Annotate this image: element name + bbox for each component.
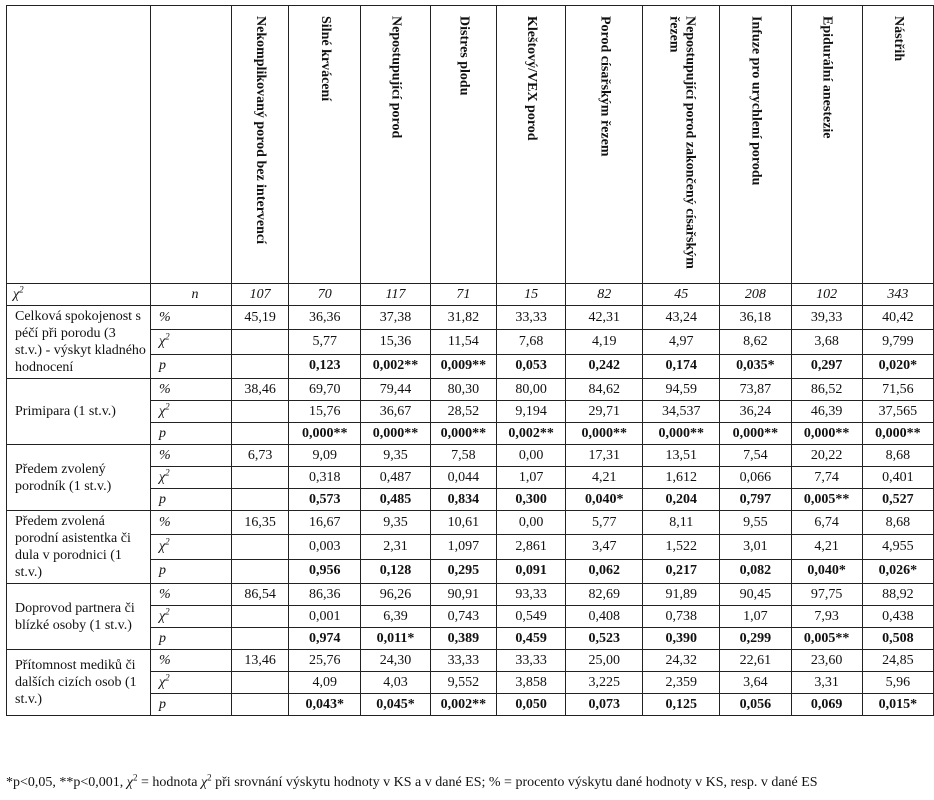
column-header-label: Epidurální anestezie bbox=[819, 16, 835, 139]
p-value-cell: 0,009** bbox=[430, 354, 496, 378]
percent-cell: 91,89 bbox=[643, 584, 720, 606]
percent-cell: 7,54 bbox=[720, 445, 791, 467]
chi2-cell: 2,31 bbox=[361, 535, 430, 559]
table-row bbox=[7, 379, 934, 401]
measure-label-p: p bbox=[150, 423, 231, 445]
chi2-cell: 2,359 bbox=[643, 672, 720, 694]
n-value: 82 bbox=[566, 284, 643, 306]
measure-label-chi2 bbox=[150, 672, 231, 694]
percent-cell: 38,46 bbox=[232, 379, 289, 401]
chi2-cell: 1,522 bbox=[643, 535, 720, 559]
p-value-cell: 0,956 bbox=[289, 559, 361, 583]
n-value: 45 bbox=[643, 284, 720, 306]
chi-symbol: χ bbox=[158, 608, 166, 624]
percent-cell: 86,36 bbox=[289, 584, 361, 606]
footnote-sup: 2 bbox=[132, 772, 138, 783]
column-header-label: Nástřih bbox=[890, 16, 906, 62]
percent-cell: 0,00 bbox=[497, 511, 566, 535]
percent-cell: 24,32 bbox=[643, 650, 720, 672]
p-value-cell: 0,123 bbox=[289, 354, 361, 378]
p-value-cell bbox=[232, 489, 289, 511]
measure-label-chi2 bbox=[150, 330, 231, 354]
percent-cell: 7,58 bbox=[430, 445, 496, 467]
percent-cell: 42,31 bbox=[566, 306, 643, 330]
percent-cell: 37,38 bbox=[361, 306, 430, 330]
chi2-cell: 3,68 bbox=[791, 330, 862, 354]
p-value-cell: 0,000** bbox=[791, 423, 862, 445]
p-value-cell: 0,035* bbox=[720, 354, 791, 378]
measure-label-percent: % bbox=[150, 511, 231, 535]
table-row bbox=[7, 584, 934, 606]
chi2-cell: 0,487 bbox=[361, 467, 430, 489]
percent-cell: 79,44 bbox=[361, 379, 430, 401]
p-value-cell: 0,040* bbox=[566, 489, 643, 511]
column-header-label: Porod císařským řezem bbox=[597, 16, 613, 157]
p-value-cell bbox=[232, 628, 289, 650]
column-header bbox=[232, 6, 289, 284]
n-value: 107 bbox=[232, 284, 289, 306]
p-value-cell bbox=[232, 354, 289, 378]
chi2-cell: 36,67 bbox=[361, 401, 430, 423]
percent-cell: 90,45 bbox=[720, 584, 791, 606]
percent-cell: 25,00 bbox=[566, 650, 643, 672]
chi2-cell bbox=[232, 401, 289, 423]
measure-label-p: p bbox=[150, 694, 231, 716]
chi2-cell: 0,318 bbox=[289, 467, 361, 489]
chi2-corner-label bbox=[7, 284, 151, 306]
column-header bbox=[566, 6, 643, 284]
column-header-label: Nepostupující porod zakončený císařským řezem bbox=[666, 16, 698, 269]
p-value-cell: 0,011* bbox=[361, 628, 430, 650]
chi2-cell: 8,62 bbox=[720, 330, 791, 354]
percent-cell: 9,55 bbox=[720, 511, 791, 535]
chi2-cell: 29,71 bbox=[566, 401, 643, 423]
row-group-label: Doprovod partnera či blízké osoby (1 st.v.) bbox=[7, 584, 151, 650]
p-value-cell: 0,128 bbox=[361, 559, 430, 583]
column-header-label: Nekomplikovaný porod bez intervencí bbox=[253, 16, 269, 245]
chi2-cell: 28,52 bbox=[430, 401, 496, 423]
percent-cell: 93,33 bbox=[497, 584, 566, 606]
p-value-cell: 0,056 bbox=[720, 694, 791, 716]
chi2-cell: 3,01 bbox=[720, 535, 791, 559]
footnote-text: při srovnání výskytu hodnoty v KS a v dané ES; % = procento výskytu dané hodnoty v KS, resp. v dané ES bbox=[211, 775, 818, 790]
chi2-cell: 5,96 bbox=[862, 672, 933, 694]
chi2-cell: 3,225 bbox=[566, 672, 643, 694]
results-table bbox=[6, 5, 934, 716]
p-value-cell: 0,523 bbox=[566, 628, 643, 650]
chi2-cell: 0,001 bbox=[289, 606, 361, 628]
p-value-cell: 0,091 bbox=[497, 559, 566, 583]
column-header bbox=[289, 6, 361, 284]
p-value-cell: 0,026* bbox=[862, 559, 933, 583]
percent-cell: 71,56 bbox=[862, 379, 933, 401]
p-value-cell: 0,390 bbox=[643, 628, 720, 650]
chi2-cell: 4,21 bbox=[566, 467, 643, 489]
n-label: n bbox=[150, 284, 231, 306]
n-value: 102 bbox=[791, 284, 862, 306]
chi2-cell: 46,39 bbox=[791, 401, 862, 423]
percent-cell: 94,59 bbox=[643, 379, 720, 401]
p-value-cell: 0,069 bbox=[791, 694, 862, 716]
chi2-cell: 1,612 bbox=[643, 467, 720, 489]
footnote-chi: χ bbox=[126, 775, 133, 790]
chi2-cell: 9,552 bbox=[430, 672, 496, 694]
chi2-cell: 3,31 bbox=[791, 672, 862, 694]
chi2-cell: 0,401 bbox=[862, 467, 933, 489]
chi2-cell: 0,743 bbox=[430, 606, 496, 628]
column-header bbox=[643, 6, 720, 284]
column-header bbox=[720, 6, 791, 284]
table-row bbox=[7, 650, 934, 672]
n-value: 208 bbox=[720, 284, 791, 306]
p-value-cell: 0,002** bbox=[497, 423, 566, 445]
percent-cell: 24,30 bbox=[361, 650, 430, 672]
chi-superscript: 2 bbox=[165, 671, 170, 682]
p-value-cell: 0,295 bbox=[430, 559, 496, 583]
chi2-cell: 1,097 bbox=[430, 535, 496, 559]
chi2-cell: 2,861 bbox=[497, 535, 566, 559]
percent-cell: 90,91 bbox=[430, 584, 496, 606]
p-value-cell: 0,000** bbox=[862, 423, 933, 445]
percent-cell: 80,00 bbox=[497, 379, 566, 401]
chi2-cell bbox=[232, 467, 289, 489]
percent-cell: 16,35 bbox=[232, 511, 289, 535]
chi-superscript: 2 bbox=[165, 400, 170, 411]
measure-label-chi2 bbox=[150, 535, 231, 559]
chi2-cell: 9,799 bbox=[862, 330, 933, 354]
percent-cell: 86,52 bbox=[791, 379, 862, 401]
row-group-label: Primipara (1 st.v.) bbox=[7, 379, 151, 445]
row-group-label: Přítomnost mediků či dalších cizích osob (1 st.v.) bbox=[7, 650, 151, 716]
column-header-label: Silné krvácení bbox=[317, 16, 333, 102]
measure-label-p: p bbox=[150, 489, 231, 511]
p-value-cell: 0,485 bbox=[361, 489, 430, 511]
p-value-cell: 0,297 bbox=[791, 354, 862, 378]
p-value-cell: 0,050 bbox=[497, 694, 566, 716]
chi-symbol: χ bbox=[158, 469, 166, 485]
percent-cell: 20,22 bbox=[791, 445, 862, 467]
chi2-cell: 6,39 bbox=[361, 606, 430, 628]
p-value-cell: 0,459 bbox=[497, 628, 566, 650]
column-header-label: Distres plodu bbox=[456, 16, 472, 96]
p-value-cell: 0,000** bbox=[643, 423, 720, 445]
p-value-cell: 0,797 bbox=[720, 489, 791, 511]
chi2-cell: 3,64 bbox=[720, 672, 791, 694]
footnote-chi: χ bbox=[200, 775, 208, 790]
chi-superscript: 2 bbox=[165, 331, 170, 342]
measure-label-percent: % bbox=[150, 650, 231, 672]
chi-superscript: 2 bbox=[19, 283, 24, 294]
results-table-container bbox=[6, 5, 934, 716]
percent-cell: 13,51 bbox=[643, 445, 720, 467]
chi2-cell: 1,07 bbox=[720, 606, 791, 628]
percent-cell: 9,35 bbox=[361, 445, 430, 467]
percent-cell: 10,61 bbox=[430, 511, 496, 535]
p-value-cell: 0,020* bbox=[862, 354, 933, 378]
column-header bbox=[430, 6, 496, 284]
chi2-cell: 36,24 bbox=[720, 401, 791, 423]
p-value-cell bbox=[232, 694, 289, 716]
percent-cell: 40,42 bbox=[862, 306, 933, 330]
chi2-cell: 3,858 bbox=[497, 672, 566, 694]
percent-cell: 0,00 bbox=[497, 445, 566, 467]
p-value-cell: 0,000** bbox=[430, 423, 496, 445]
p-value-cell: 0,073 bbox=[566, 694, 643, 716]
chi2-cell: 0,066 bbox=[720, 467, 791, 489]
p-value-cell: 0,002** bbox=[430, 694, 496, 716]
percent-cell: 8,11 bbox=[643, 511, 720, 535]
percent-cell: 88,92 bbox=[862, 584, 933, 606]
p-value-cell: 0,300 bbox=[497, 489, 566, 511]
chi2-cell: 4,03 bbox=[361, 672, 430, 694]
chi-symbol: χ bbox=[158, 674, 166, 690]
n-value: 15 bbox=[497, 284, 566, 306]
table-row bbox=[7, 511, 934, 535]
row-group-label: Předem zvolená porodní asistentka či dula v porodnici (1 st.v.) bbox=[7, 511, 151, 584]
chi2-cell: 9,194 bbox=[497, 401, 566, 423]
percent-cell: 8,68 bbox=[862, 445, 933, 467]
p-value-cell bbox=[232, 559, 289, 583]
percent-cell: 31,82 bbox=[430, 306, 496, 330]
chi2-cell: 37,565 bbox=[862, 401, 933, 423]
footnote-text: = hodnota bbox=[137, 775, 201, 790]
chi-superscript: 2 bbox=[165, 605, 170, 616]
p-value-cell: 0,043* bbox=[289, 694, 361, 716]
corner-cell-measure bbox=[150, 6, 231, 284]
footnote-significance: *p<0,05, **p<0,001, bbox=[6, 775, 127, 790]
percent-cell: 33,33 bbox=[497, 650, 566, 672]
percent-cell: 39,33 bbox=[791, 306, 862, 330]
p-value-cell: 0,299 bbox=[720, 628, 791, 650]
p-value-cell: 0,974 bbox=[289, 628, 361, 650]
chi2-cell: 4,19 bbox=[566, 330, 643, 354]
percent-cell: 22,61 bbox=[720, 650, 791, 672]
chi2-cell: 3,47 bbox=[566, 535, 643, 559]
measure-label-p: p bbox=[150, 628, 231, 650]
percent-cell: 36,36 bbox=[289, 306, 361, 330]
percent-cell: 5,77 bbox=[566, 511, 643, 535]
chi2-cell: 4,21 bbox=[791, 535, 862, 559]
percent-cell: 82,69 bbox=[566, 584, 643, 606]
chi2-cell: 7,93 bbox=[791, 606, 862, 628]
percent-cell: 17,31 bbox=[566, 445, 643, 467]
p-value-cell: 0,015* bbox=[862, 694, 933, 716]
row-group-label: Předem zvolený porodník (1 st.v.) bbox=[7, 445, 151, 511]
p-value-cell: 0,000** bbox=[720, 423, 791, 445]
percent-cell: 97,75 bbox=[791, 584, 862, 606]
column-header bbox=[862, 6, 933, 284]
measure-label-percent: % bbox=[150, 306, 231, 330]
percent-cell: 96,26 bbox=[361, 584, 430, 606]
n-value: 71 bbox=[430, 284, 496, 306]
p-value-cell: 0,000** bbox=[566, 423, 643, 445]
percent-cell: 13,46 bbox=[232, 650, 289, 672]
n-row bbox=[7, 284, 934, 306]
chi2-cell: 7,68 bbox=[497, 330, 566, 354]
chi2-cell bbox=[232, 606, 289, 628]
p-value-cell: 0,000** bbox=[289, 423, 361, 445]
p-value-cell: 0,174 bbox=[643, 354, 720, 378]
percent-cell: 6,74 bbox=[791, 511, 862, 535]
table-row bbox=[7, 306, 934, 330]
column-header bbox=[361, 6, 430, 284]
p-value-cell: 0,082 bbox=[720, 559, 791, 583]
chi-superscript: 2 bbox=[165, 466, 170, 477]
percent-cell: 33,33 bbox=[497, 306, 566, 330]
chi2-cell: 5,77 bbox=[289, 330, 361, 354]
p-value-cell: 0,005** bbox=[791, 489, 862, 511]
percent-cell: 80,30 bbox=[430, 379, 496, 401]
p-value-cell: 0,040* bbox=[791, 559, 862, 583]
chi-symbol: χ bbox=[158, 333, 166, 349]
p-value-cell: 0,242 bbox=[566, 354, 643, 378]
percent-cell: 9,35 bbox=[361, 511, 430, 535]
chi2-cell: 4,09 bbox=[289, 672, 361, 694]
measure-label-chi2 bbox=[150, 467, 231, 489]
measure-label-p: p bbox=[150, 354, 231, 378]
percent-cell: 69,70 bbox=[289, 379, 361, 401]
column-header bbox=[791, 6, 862, 284]
chi-symbol: χ bbox=[158, 538, 166, 554]
p-value-cell: 0,389 bbox=[430, 628, 496, 650]
percent-cell: 24,85 bbox=[862, 650, 933, 672]
chi-superscript: 2 bbox=[165, 536, 170, 547]
column-header-label: Nepostupující porod bbox=[388, 16, 404, 139]
corner-cell bbox=[7, 6, 151, 284]
percent-cell: 73,87 bbox=[720, 379, 791, 401]
measure-label-percent: % bbox=[150, 584, 231, 606]
chi2-cell: 0,549 bbox=[497, 606, 566, 628]
table-row bbox=[7, 445, 934, 467]
header-row bbox=[7, 6, 934, 284]
percent-cell: 86,54 bbox=[232, 584, 289, 606]
measure-label-chi2 bbox=[150, 401, 231, 423]
percent-cell: 43,24 bbox=[643, 306, 720, 330]
percent-cell: 45,19 bbox=[232, 306, 289, 330]
percent-cell: 8,68 bbox=[862, 511, 933, 535]
p-value-cell: 0,002** bbox=[361, 354, 430, 378]
chi2-cell: 0,738 bbox=[643, 606, 720, 628]
chi2-cell: 1,07 bbox=[497, 467, 566, 489]
chi2-cell: 34,537 bbox=[643, 401, 720, 423]
percent-cell: 16,67 bbox=[289, 511, 361, 535]
n-value: 70 bbox=[289, 284, 361, 306]
p-value-cell: 0,204 bbox=[643, 489, 720, 511]
percent-cell: 36,18 bbox=[720, 306, 791, 330]
measure-label-p: p bbox=[150, 559, 231, 583]
table-footnote bbox=[6, 772, 818, 791]
chi2-cell bbox=[232, 672, 289, 694]
p-value-cell: 0,217 bbox=[643, 559, 720, 583]
column-header-label: Infuze pro urychlení porodu bbox=[748, 16, 764, 186]
chi2-cell: 0,003 bbox=[289, 535, 361, 559]
chi2-cell bbox=[232, 330, 289, 354]
p-value-cell: 0,508 bbox=[862, 628, 933, 650]
chi2-cell: 0,044 bbox=[430, 467, 496, 489]
p-value-cell: 0,005** bbox=[791, 628, 862, 650]
n-value: 117 bbox=[361, 284, 430, 306]
p-value-cell: 0,125 bbox=[643, 694, 720, 716]
column-header-label: Kleštový/VEX porod bbox=[524, 16, 540, 141]
measure-label-chi2 bbox=[150, 606, 231, 628]
p-value-cell: 0,045* bbox=[361, 694, 430, 716]
chi2-cell bbox=[232, 535, 289, 559]
percent-cell: 33,33 bbox=[430, 650, 496, 672]
percent-cell: 84,62 bbox=[566, 379, 643, 401]
chi-symbol: χ bbox=[13, 286, 20, 302]
percent-cell: 9,09 bbox=[289, 445, 361, 467]
p-value-cell: 0,527 bbox=[862, 489, 933, 511]
footnote-sup: 2 bbox=[207, 772, 212, 783]
chi2-cell: 15,36 bbox=[361, 330, 430, 354]
measure-label-percent: % bbox=[150, 445, 231, 467]
p-value-cell bbox=[232, 423, 289, 445]
measure-label-percent: % bbox=[150, 379, 231, 401]
chi2-cell: 15,76 bbox=[289, 401, 361, 423]
chi2-cell: 0,438 bbox=[862, 606, 933, 628]
row-group-label: Celková spokojenost s péčí při porodu (3 st.v.) - výskyt kladného hodnocení bbox=[7, 306, 151, 379]
p-value-cell: 0,062 bbox=[566, 559, 643, 583]
percent-cell: 23,60 bbox=[791, 650, 862, 672]
percent-cell: 6,73 bbox=[232, 445, 289, 467]
chi-symbol: χ bbox=[158, 403, 166, 419]
n-value: 343 bbox=[862, 284, 933, 306]
percent-cell: 25,76 bbox=[289, 650, 361, 672]
chi2-cell: 11,54 bbox=[430, 330, 496, 354]
p-value-cell: 0,053 bbox=[497, 354, 566, 378]
p-value-cell: 0,573 bbox=[289, 489, 361, 511]
column-header bbox=[497, 6, 566, 284]
chi2-cell: 4,955 bbox=[862, 535, 933, 559]
p-value-cell: 0,000** bbox=[361, 423, 430, 445]
chi2-cell: 7,74 bbox=[791, 467, 862, 489]
chi2-cell: 0,408 bbox=[566, 606, 643, 628]
chi2-cell: 4,97 bbox=[643, 330, 720, 354]
p-value-cell: 0,834 bbox=[430, 489, 496, 511]
